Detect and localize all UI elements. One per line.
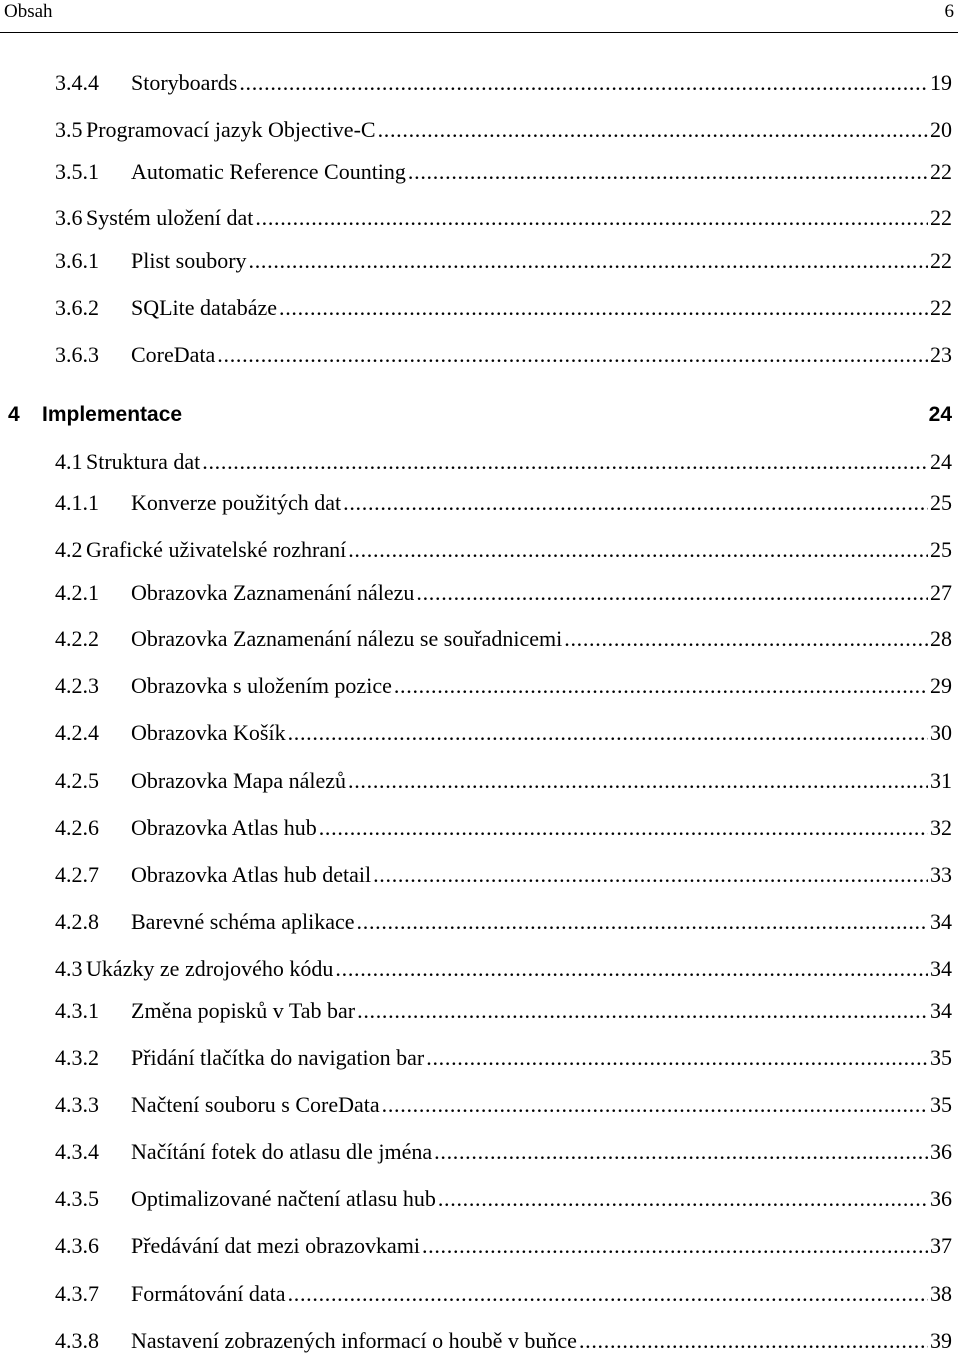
toc-entry-title: Načítání fotek do atlasu dle jména xyxy=(131,1139,433,1164)
toc-entry-page: 27 xyxy=(930,580,952,605)
toc-entry-page: 22 xyxy=(930,159,952,184)
toc-entry-title: Obrazovka Košík xyxy=(131,720,286,745)
toc-entry-title: CoreData xyxy=(131,342,216,367)
toc-entry-number: 4.3.7 xyxy=(55,1281,99,1306)
toc-leader-dots xyxy=(288,1279,928,1309)
toc-entry[interactable] xyxy=(55,1137,952,1167)
toc-leader-dots xyxy=(378,115,928,145)
toc-entry-title: Systém uložení dat xyxy=(86,205,254,230)
toc-leader-dots xyxy=(217,340,928,370)
toc-entry-title: Storyboards xyxy=(131,70,238,95)
toc-entry[interactable] xyxy=(55,1279,952,1309)
toc-leader-dots xyxy=(348,535,928,565)
toc-entry-number: 3.4.4 xyxy=(55,70,99,95)
toc-entry-number: 3.6.3 xyxy=(55,342,99,367)
toc-entry-number: 3.6.1 xyxy=(55,248,99,273)
header-title: Obsah xyxy=(4,1,53,22)
toc-entry-number: 4.2.6 xyxy=(55,815,99,840)
toc-entry-title: Obrazovka s uložením pozice xyxy=(131,673,392,698)
toc-leader-dots xyxy=(394,671,928,701)
toc-entry-page: 34 xyxy=(930,909,952,934)
toc-leader-dots xyxy=(335,954,928,984)
toc-leader-dots xyxy=(579,1326,928,1356)
toc-entry-title: Programovací jazyk Objective-C xyxy=(86,117,376,142)
toc-entry-number: 4.2.5 xyxy=(55,768,99,793)
toc-entry[interactable] xyxy=(55,246,952,276)
toc-entry-page: 32 xyxy=(930,815,952,840)
toc-entry-number: 4.2.8 xyxy=(55,909,99,934)
toc-entry[interactable] xyxy=(55,671,952,701)
toc-entry-number: 4.1 xyxy=(55,449,83,474)
toc-entry-title: Změna popisků v Tab bar xyxy=(131,998,356,1023)
toc-entry-title: Formátování data xyxy=(131,1281,286,1306)
toc-leader-dots xyxy=(416,578,928,608)
toc-entry-page: 36 xyxy=(930,1139,952,1164)
toc-entry-page: 22 xyxy=(930,295,952,320)
toc-entry-number: 4 xyxy=(8,403,20,426)
toc-entry-page: 35 xyxy=(930,1045,952,1070)
toc-entry[interactable] xyxy=(55,907,952,937)
toc-entry-number: 4.3.5 xyxy=(55,1186,99,1211)
toc-entry-title: Plist soubory xyxy=(131,248,247,273)
toc-leader-dots xyxy=(348,766,928,796)
toc-leader-dots xyxy=(239,68,928,98)
toc-entry-title: SQLite databáze xyxy=(131,295,277,320)
toc-entry-title: Struktura dat xyxy=(86,449,201,474)
toc-entry-title: Automatic Reference Counting xyxy=(131,159,406,184)
toc-leader-dots xyxy=(357,907,928,937)
toc-entry-page: 25 xyxy=(930,490,952,515)
toc-entry-title: Nastavení zobrazených informací o houbě v buňce xyxy=(131,1328,577,1353)
toc-entry[interactable] xyxy=(55,766,952,796)
header-page-number: 6 xyxy=(944,1,954,22)
toc-entry-number: 4.2.3 xyxy=(55,673,99,698)
toc-entry-number: 4.1.1 xyxy=(55,490,99,515)
toc-leader-dots xyxy=(373,860,928,890)
toc-entry-title: Grafické uživatelské rozhraní xyxy=(86,537,347,562)
toc-entry-page: 36 xyxy=(930,1186,952,1211)
toc-entry[interactable] xyxy=(55,203,952,233)
toc-entry-title: Implementace xyxy=(42,403,183,426)
toc-entry-title: Konverze použitých dat xyxy=(131,490,342,515)
toc-entry-page: 22 xyxy=(930,248,952,273)
toc-entry-page: 30 xyxy=(930,720,952,745)
toc-entry-page: 29 xyxy=(930,673,952,698)
toc-entry-page: 20 xyxy=(930,117,952,142)
toc-entry[interactable] xyxy=(55,718,952,748)
toc-entry[interactable] xyxy=(55,1043,952,1073)
toc-entry-title: Ukázky ze zdrojového kódu xyxy=(86,956,334,981)
toc-leader-dots xyxy=(426,1043,928,1073)
toc-entry-number: 4.3.2 xyxy=(55,1045,99,1070)
toc-leader-dots xyxy=(202,447,928,477)
toc-entry[interactable] xyxy=(55,340,952,370)
toc-entry[interactable] xyxy=(55,1090,952,1120)
toc-entry[interactable] xyxy=(55,954,952,984)
toc-entry[interactable] xyxy=(55,860,952,890)
toc-entry-number: 4.2.7 xyxy=(55,862,99,887)
toc-entry-number: 4.2.1 xyxy=(55,580,99,605)
toc-entry-number: 4.3.1 xyxy=(55,998,99,1023)
toc-entry-title: Načtení souboru s CoreData xyxy=(131,1092,380,1117)
toc-entry-number: 4.3.8 xyxy=(55,1328,99,1353)
toc-entry[interactable] xyxy=(55,624,952,654)
toc-entry-number: 3.6 xyxy=(55,205,83,230)
toc-entry[interactable] xyxy=(55,1231,952,1261)
toc-entry-page: 24 xyxy=(930,449,952,474)
toc-leader-dots xyxy=(438,1184,928,1214)
toc-entry-title: Přidání tlačítka do navigation bar xyxy=(131,1045,425,1070)
toc-leader-dots xyxy=(255,203,928,233)
toc-entry-title: Obrazovka Atlas hub xyxy=(131,815,317,840)
toc-entry-number: 4.3.6 xyxy=(55,1233,99,1258)
toc-entry-page: 23 xyxy=(930,342,952,367)
toc-entry[interactable] xyxy=(55,447,952,477)
toc-entry[interactable] xyxy=(55,996,952,1026)
toc-entry-page: 19 xyxy=(930,70,952,95)
toc-entry[interactable] xyxy=(55,813,952,843)
toc-leader-dots xyxy=(343,488,928,518)
toc-entry-title: Barevné schéma aplikace xyxy=(131,909,355,934)
toc-entry-page: 25 xyxy=(930,537,952,562)
toc-entry-page: 35 xyxy=(930,1092,952,1117)
toc-entry-title: Optimalizované načtení atlasu hub xyxy=(131,1186,436,1211)
toc-entry-title: Předávání dat mezi obrazovkami xyxy=(131,1233,420,1258)
toc-entry-title: Obrazovka Mapa nálezů xyxy=(131,768,347,793)
toc-entry-number: 4.3 xyxy=(55,956,83,981)
toc-entry-number: 4.3.4 xyxy=(55,1139,99,1164)
toc-entry[interactable] xyxy=(55,578,952,608)
toc-entry[interactable] xyxy=(55,1184,952,1214)
toc-entry-number: 4.2.4 xyxy=(55,720,99,745)
toc-leader-dots xyxy=(288,718,928,748)
toc-entry-number: 4.2 xyxy=(55,537,83,562)
toc-entry-page: 24 xyxy=(928,403,952,426)
toc-leader-dots xyxy=(422,1231,928,1261)
toc-entry-page: 33 xyxy=(930,862,952,887)
toc-entry[interactable] xyxy=(55,115,952,145)
toc-entry-number: 3.5.1 xyxy=(55,159,99,184)
toc-entry-title: Obrazovka Zaznamenání nálezu se souřadnicemi xyxy=(131,626,563,651)
toc-leader-dots xyxy=(382,1090,928,1120)
toc-leader-dots xyxy=(319,813,928,843)
toc-entry-page: 31 xyxy=(930,768,952,793)
toc-entry-page: 39 xyxy=(930,1328,952,1353)
toc-entry-number: 4.2.2 xyxy=(55,626,99,651)
toc-entry-number: 3.5 xyxy=(55,117,83,142)
toc-leader-dots xyxy=(279,293,928,323)
toc-chapter-entry[interactable] xyxy=(8,400,952,430)
toc-leader-dots xyxy=(357,996,928,1026)
toc-entry-number: 4.3.3 xyxy=(55,1092,99,1117)
toc-leader-dots xyxy=(249,246,928,276)
toc-leader-dots xyxy=(564,624,928,654)
toc-entry-number: 3.6.2 xyxy=(55,295,99,320)
toc-entry-title: Obrazovka Atlas hub detail xyxy=(131,862,372,887)
toc-entry[interactable] xyxy=(55,488,952,518)
toc-entry[interactable] xyxy=(55,535,952,565)
toc-entry[interactable] xyxy=(55,1326,952,1356)
toc-entry-page: 38 xyxy=(930,1281,952,1306)
toc-entry[interactable] xyxy=(55,157,952,187)
toc-entry[interactable] xyxy=(55,293,952,323)
toc-entry-page: 28 xyxy=(930,626,952,651)
toc-entry-page: 34 xyxy=(930,956,952,981)
toc-leader-dots xyxy=(408,157,928,187)
toc-entry-page: 34 xyxy=(930,998,952,1023)
page-header xyxy=(0,0,958,33)
toc-entry-title: Obrazovka Zaznamenání nálezu xyxy=(131,580,415,605)
toc-entry[interactable] xyxy=(55,68,952,98)
toc-entry-page: 37 xyxy=(930,1233,952,1258)
toc-entry-page: 22 xyxy=(930,205,952,230)
toc-leader-dots xyxy=(434,1137,928,1167)
